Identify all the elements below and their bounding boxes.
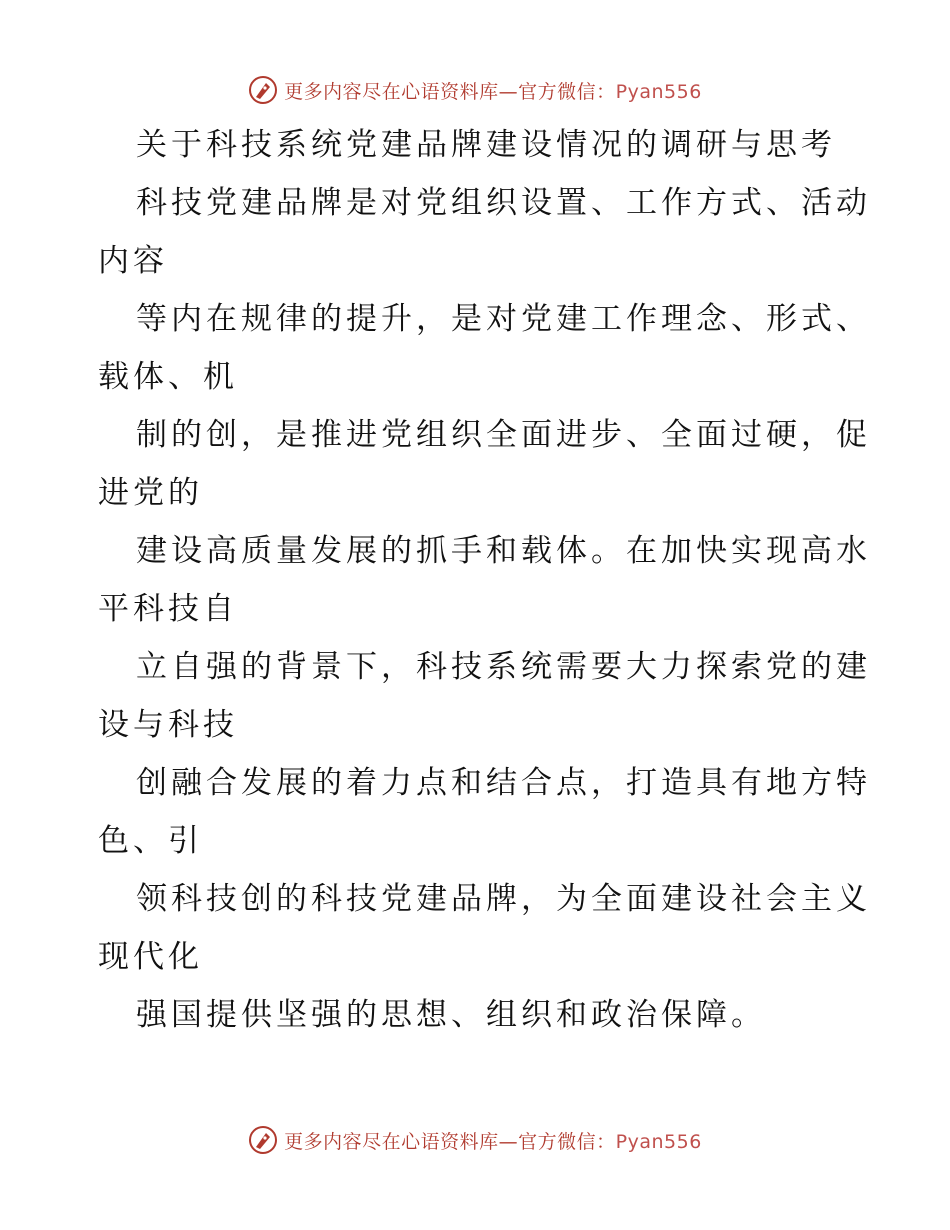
paragraph-line: 创融合发展的着力点和结合点，打造具有地方特 xyxy=(136,765,871,801)
paragraph-line: 内容 xyxy=(98,243,168,279)
paragraph-line: 设与科技 xyxy=(98,707,238,743)
document-title: 关于科技系统党建品牌建设情况的调研与思考 xyxy=(136,127,836,163)
banner-text xyxy=(284,1127,702,1154)
banner-promo-text: 更多内容尽在心语资料库—官方微信： xyxy=(284,1130,616,1153)
paragraph-line: 载体、机 xyxy=(98,359,238,395)
banner-promo-text: 更多内容尽在心语资料库—官方微信： xyxy=(284,80,616,103)
paragraph-line: 立自强的背景下，科技系统需要大力探索党的建 xyxy=(136,649,871,685)
wechat-handle: Pyan556 xyxy=(615,80,702,103)
banner-text xyxy=(284,77,702,104)
document-body xyxy=(98,116,871,1044)
paragraph-line: 进党的 xyxy=(98,475,203,511)
footer-banner xyxy=(0,1120,950,1160)
paragraph-line: 色、引 xyxy=(98,823,203,859)
paragraph-line: 平科技自 xyxy=(98,591,238,627)
paragraph-line: 建设高质量发展的抓手和载体。在加快实现高水 xyxy=(136,533,871,569)
paragraph-line: 等内在规律的提升，是对党建工作理念、形式、 xyxy=(136,301,871,337)
wechat-handle: Pyan556 xyxy=(615,1130,702,1153)
paragraph-line: 制的创，是推进党组织全面进步、全面过硬，促 xyxy=(136,417,871,453)
pen-nib-icon xyxy=(248,75,278,105)
paragraph-line: 科技党建品牌是对党组织设置、工作方式、活动 xyxy=(136,185,871,221)
paragraph-line: 现代化 xyxy=(98,939,203,975)
header-banner xyxy=(0,70,950,110)
paragraph-line: 领科技创的科技党建品牌，为全面建设社会主义 xyxy=(136,881,871,917)
paragraph-line: 强国提供坚强的思想、组织和政治保障。 xyxy=(136,997,766,1033)
pen-nib-icon xyxy=(248,1125,278,1155)
